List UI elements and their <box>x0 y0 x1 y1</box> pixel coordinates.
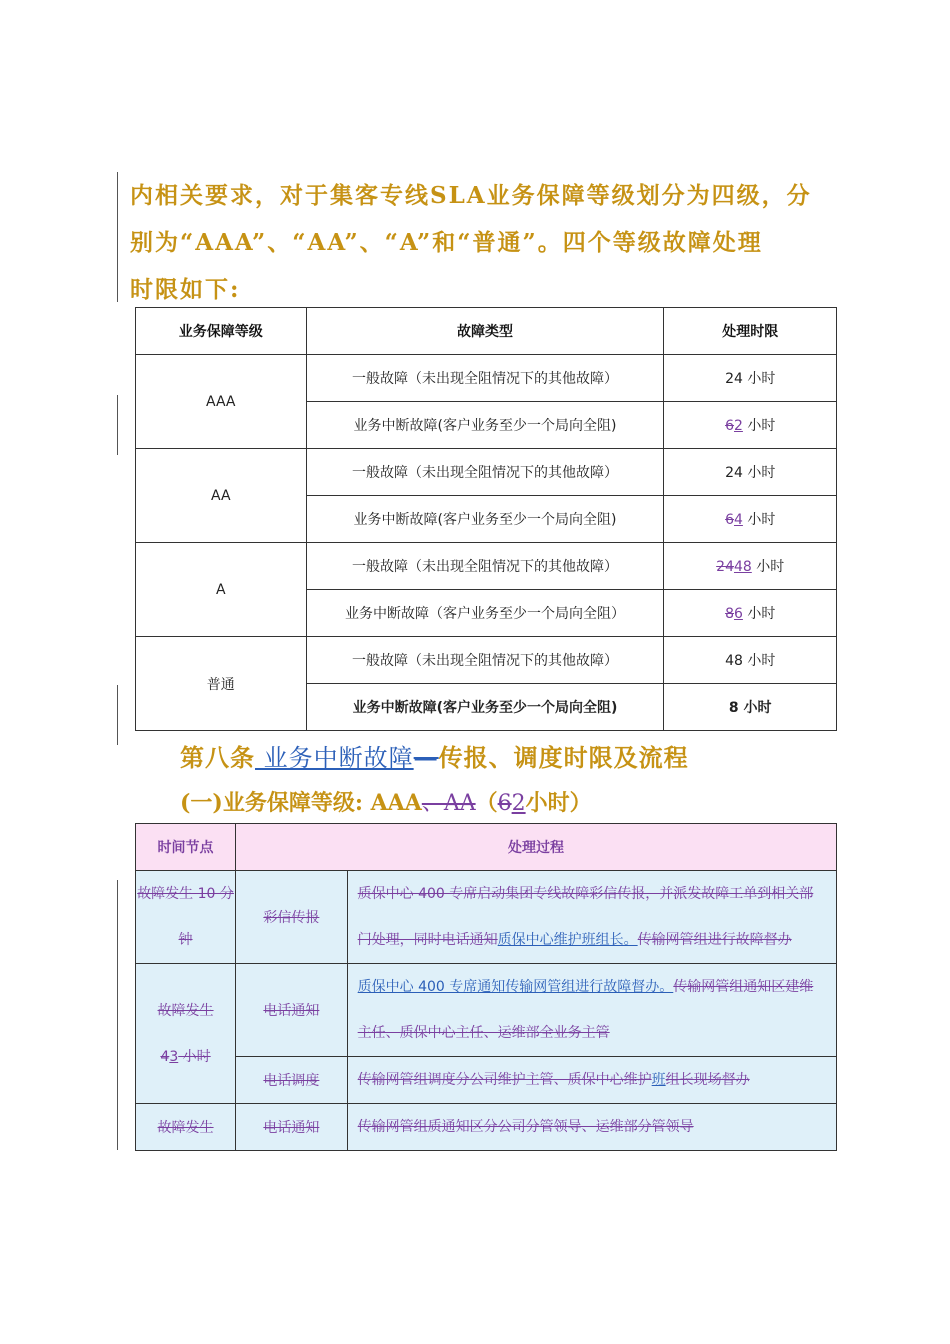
level-cell: AA <box>136 449 307 543</box>
header-time-node: 时间节点 <box>136 824 236 871</box>
process-cell <box>347 1057 836 1104</box>
table-row <box>136 449 837 496</box>
unit-text: 小时 <box>756 559 785 575</box>
header-level: 业务保障等级 <box>136 308 307 355</box>
header-process: 处理过程 <box>236 824 837 871</box>
method-cell: 电话调度 <box>236 1057 348 1104</box>
node-text: 小时 <box>178 1048 211 1065</box>
time-cell <box>664 402 837 449</box>
inserted-text: 班 <box>651 1072 666 1088</box>
process-text: 传输网管组通知区建维主任、质保中心主任、运维部全业务主管 <box>357 979 814 1041</box>
process-text: 传输网管组进行故障督办 <box>637 932 792 948</box>
fault-type-cell: 一般故障（未出现全阻情况下的其他故障） <box>306 355 664 402</box>
level-cell: A <box>136 543 307 637</box>
time-node-cell: 故障发生 10 分钟 <box>136 871 236 964</box>
change-bar <box>117 880 118 1150</box>
table-row <box>136 637 837 684</box>
unit-text: 小时 <box>747 418 776 434</box>
table-row <box>136 1104 837 1151</box>
subsection-heading <box>180 786 592 817</box>
process-cell: 传输网管组质通知区分公司分管领导、运维部分管领导 <box>347 1104 836 1151</box>
fault-type-cell: 业务中断故障(客户业务至少一个局向全阻) <box>306 402 664 449</box>
fault-type-cell: 业务中断故障(客户业务至少一个局向全阻) <box>306 684 664 731</box>
time-cell: 24 小时 <box>664 355 837 402</box>
process-text: 质保中心 400 专席启动集团专线故障彩信传报，并派发故障工单到相关部门处理，同时电话通知 <box>357 886 814 948</box>
fault-type-cell: 一般故障（未出现全阻情况下的其他故障） <box>306 543 664 590</box>
article-prefix: 第八条 <box>180 743 255 772</box>
deleted-text: — <box>413 744 439 772</box>
deleted-text: 6 <box>725 418 734 434</box>
method-cell: 电话通知 <box>236 964 348 1057</box>
intro-line: 别为“AAA”、“AA”、“A”和“普通”。四个等级故障处理 <box>130 229 763 256</box>
deleted-text: 、AA <box>421 791 476 816</box>
article-suffix: 传报、调度时限及流程 <box>438 743 689 772</box>
process-cell <box>347 871 836 964</box>
table-row <box>136 1057 837 1104</box>
header-time-limit: 处理时限 <box>664 308 837 355</box>
intro-line: 内相关要求，对于集客专线SLA业务保障等级划分为四级，分 <box>130 182 812 209</box>
time-cell: 48 小时 <box>664 637 837 684</box>
deleted-text: 6 <box>725 512 734 528</box>
fault-type-cell: 业务中断故障（客户业务至少一个局向全阻） <box>306 590 664 637</box>
subsection-prefix: (一)业务保障等级: AAA <box>180 790 422 816</box>
intro-line: 时限如下: <box>130 276 241 303</box>
fault-type-cell: 业务中断故障(客户业务至少一个局向全阻) <box>306 496 664 543</box>
process-text: 传输网管组调度分公司维护主管、质保中心维护 <box>357 1072 652 1088</box>
unit-text: 小时 <box>747 512 776 528</box>
process-table <box>135 823 837 1151</box>
table-row <box>136 871 837 964</box>
fault-type-cell: 一般故障（未出现全阻情况下的其他故障） <box>306 449 664 496</box>
unit-text: 小时 <box>747 606 776 622</box>
paren-open: （ <box>475 790 498 816</box>
intro-paragraph <box>130 172 840 313</box>
table-row <box>136 543 837 590</box>
table-header-row <box>136 308 837 355</box>
inserted-text: 业务中断故障 <box>255 744 414 772</box>
header-fault-type: 故障类型 <box>306 308 664 355</box>
table-row <box>136 355 837 402</box>
time-node-cell <box>136 964 236 1104</box>
change-bar <box>117 395 118 455</box>
time-node-cell: 故障发生 <box>136 1104 236 1151</box>
time-cell: 24 小时 <box>664 449 837 496</box>
inserted-text: 48 <box>733 559 752 575</box>
inserted-text: 6 <box>733 606 743 622</box>
table-header-row <box>136 824 837 871</box>
process-cell <box>347 964 836 1057</box>
level-cell: AAA <box>136 355 307 449</box>
method-cell: 彩信传报 <box>236 871 348 964</box>
inserted-text: 质保中心维护班组长。 <box>497 932 638 948</box>
deleted-text: 4 <box>160 1048 170 1065</box>
level-cell: 普通 <box>136 637 307 731</box>
time-cell <box>664 496 837 543</box>
deleted-text: 6 <box>497 791 512 816</box>
article-heading <box>180 738 689 773</box>
inserted-text: 3 <box>169 1048 179 1065</box>
inserted-text: 质保中心 400 专席通知传输网管组进行故障督办。 <box>357 979 674 995</box>
deleted-text: 24 <box>716 559 734 575</box>
inserted-text: 2 <box>511 791 526 816</box>
sla-table <box>135 307 837 731</box>
subsection-suffix: 小时） <box>525 790 592 816</box>
time-cell <box>664 543 837 590</box>
deleted-text: 8 <box>725 606 734 622</box>
fault-type-cell: 一般故障（未出现全阻情况下的其他故障） <box>306 637 664 684</box>
change-bar <box>117 685 118 745</box>
inserted-text: 4 <box>733 512 743 528</box>
change-bar <box>117 172 118 302</box>
table-row <box>136 964 837 1057</box>
method-cell: 电话通知 <box>236 1104 348 1151</box>
time-cell <box>664 590 837 637</box>
process-text: 组长现场督办 <box>665 1072 750 1088</box>
time-cell: 8 小时 <box>664 684 837 731</box>
node-text: 故障发生 <box>157 1002 214 1019</box>
inserted-text: 2 <box>733 418 743 434</box>
